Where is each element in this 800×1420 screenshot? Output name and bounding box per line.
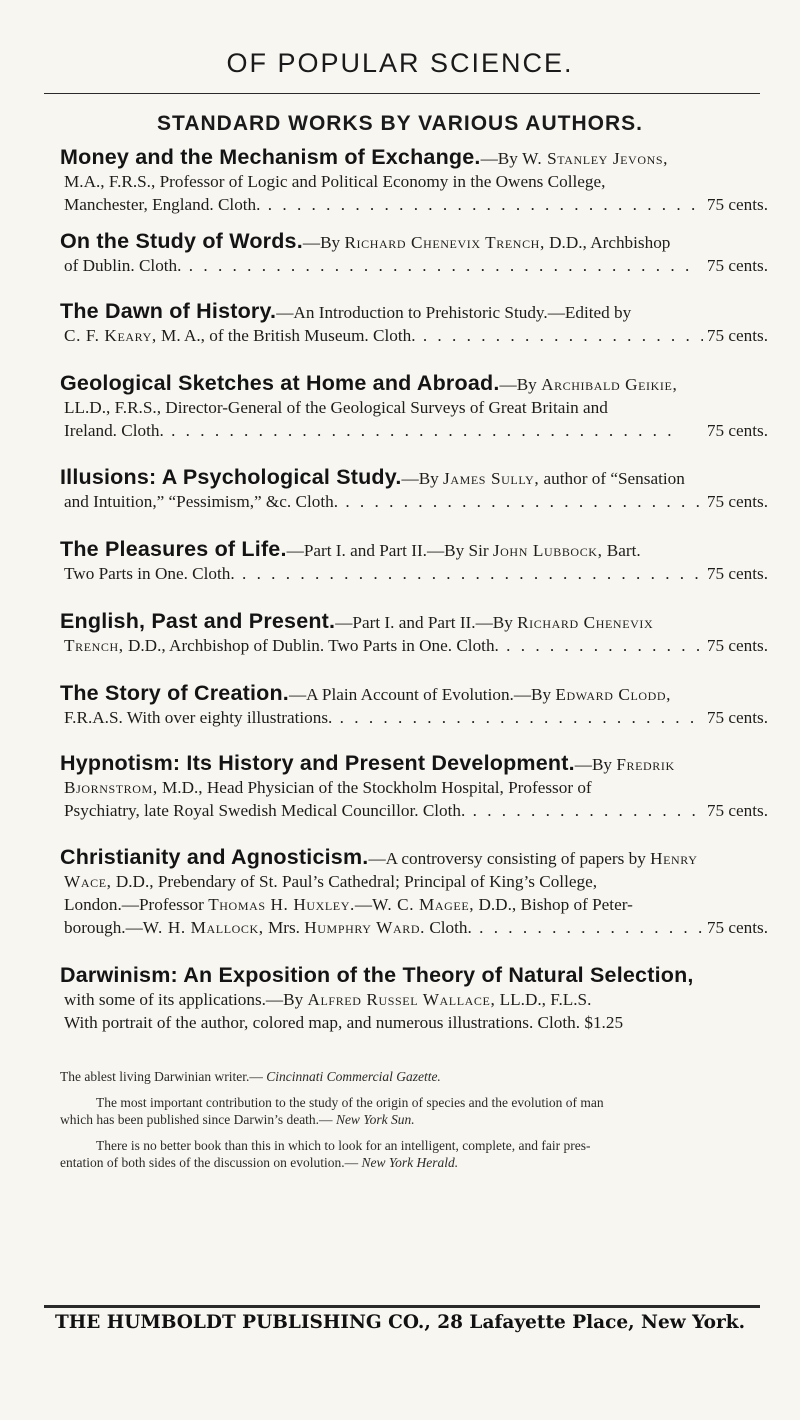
book-price: 75 cents. (706, 801, 768, 820)
book-title: Illusions: A Psychological Study. (60, 465, 402, 489)
book-entry: The Dawn of History.—An Introduction to Prehistoric Study.—Edited by C. F. Keary, M. A., of the British Museum. Cloth. . . . 75 cents. (60, 300, 768, 347)
book-author: John Lubbock, (492, 541, 603, 560)
book-price: 75 cents. (706, 195, 768, 214)
book-price: 75 cents. (706, 708, 768, 727)
book-price: 75 cents. (706, 492, 768, 511)
review-source: New York Herald. (361, 1155, 459, 1170)
book-price: 75 cents. (706, 421, 768, 440)
book-title: English, Past and Present. (60, 609, 336, 633)
book-title: Hypnotism: Its History and Present Development. (60, 751, 575, 775)
book-author: Alfred Russel Wallace, (307, 990, 496, 1009)
book-title: The Pleasures of Life. (60, 537, 287, 561)
book-author: Humphry Ward. (304, 918, 426, 937)
review-quotes (60, 1068, 768, 1180)
book-entry: Money and the Mechanism of Exchange.—By W. Stanley Jevons, M.A., F.R.S., Professor of Logic and Political Economy in the Owens College, Manchester, England. Cloth. . . . 75 cents. (60, 146, 768, 216)
book-price: $1.25 (584, 1013, 624, 1032)
book-title: Christianity and Agnosticism. (60, 845, 369, 869)
book-entry: On the Study of Words.—By Richard Chenevix Trench, D.D., Archbishop of Dublin. Cloth. . . . 75 cents. (60, 230, 768, 277)
book-entry: Illusions: A Psychological Study.—By James Sully, author of “Sensation and Intuition,” “Pessimism,” &c. Cloth. . . . 75 cents. (60, 466, 768, 513)
book-title: The Story of Creation. (60, 681, 289, 705)
book-entry: Darwinism: An Exposition of the Theory of Natural Selection, with some of its applications.—By Alfred Russel Wallace, LL.D., F.L.S. With portrait of the author, colored map, and numerous illustrations. Cloth. $1.25 (60, 963, 694, 1032)
book-entry: The Story of Creation.—A Plain Account of Evolution.—By Edward Clodd, F.R.A.S. With over eighty illustrations. . . . 75 cents. (60, 682, 768, 729)
book-price: 75 cents. (706, 918, 768, 937)
review-source: New York Sun. (335, 1112, 415, 1127)
book-author: W. Stanley Jevons, (522, 149, 669, 168)
book-author: C. F. Keary, (64, 326, 157, 345)
review-source: Cincinnati Commercial Gazette. (266, 1069, 441, 1084)
book-author: James Sully, (443, 469, 540, 488)
running-head: OF POPULAR SCIENCE. (226, 48, 574, 78)
book-author: Richard Chenevix (517, 613, 654, 632)
book-entry: English, Past and Present.—Part I. and Part II.—By Richard Chenevix Trench, D.D., Archbishop of Dublin. Two Parts in One. Cloth. . . . 75 cents. (60, 610, 768, 657)
book-author: Edward Clodd, (555, 685, 672, 704)
book-title: On the Study of Words. (60, 229, 303, 253)
book-price: 75 cents. (706, 256, 768, 275)
book-author: Richard Chenevix Trench, (344, 233, 545, 252)
book-author: Trench, (64, 636, 124, 655)
book-author: Bjornstrom, (64, 778, 158, 797)
book-title: The Dawn of History. (60, 299, 277, 323)
book-author: Thomas H. Huxley. (208, 895, 355, 914)
book-author: Wace, (64, 872, 112, 891)
book-title: Money and the Mechanism of Exchange. (60, 145, 481, 169)
book-author: Henry (650, 849, 698, 868)
book-title: Geological Sketches at Home and Abroad. (60, 371, 500, 395)
book-author: Fredrik (616, 755, 675, 774)
review-quote: The ablest living Darwinian writer.— Cincinnati Commercial Gazette. (60, 1069, 441, 1084)
book-entry: The Pleasures of Life.—Part I. and Part II.—By Sir John Lubbock, Bart. Two Parts in One. Cloth. . . . 75 cents. (60, 538, 768, 585)
book-price: 75 cents. (706, 636, 768, 655)
book-author: W. C. Magee, (372, 895, 475, 914)
book-price: 75 cents. (706, 326, 768, 345)
section-title: STANDARD WORKS BY VARIOUS AUTHORS. (157, 112, 643, 135)
book-author: Archibald Geikie, (541, 375, 678, 394)
review-quote: The most important contribution to the study of the origin of species and the evolution of man which has been published since Darwin’s death.— New York Sun. (60, 1095, 604, 1127)
review-quote: There is no better book than this in which to look for an intelligent, complete, and fair pres- entation of both sides of the discussion on evolution.— New York Herald. (60, 1138, 591, 1170)
book-entry: Hypnotism: Its History and Present Development.—By Fredrik Bjornstrom, M.D., Head Physician of the Stockholm Hospital, Professor of Psychiatry, late Royal Swedish Medical Councillor. Cloth. . . . 75 cents. (60, 752, 768, 822)
book-title: Darwinism: An Exposition of the Theory of Natural Selection, (60, 963, 694, 987)
bottom-rule (44, 1305, 760, 1308)
book-price: 75 cents. (706, 564, 768, 583)
book-author: W. H. Mallock, (142, 918, 264, 937)
book-entry: Christianity and Agnosticism.—A controversy consisting of papers by Henry Wace, D.D., Prebendary of St. Paul’s Cathedral; Principal of King’s College, London.—Professor Thomas H. Huxley.—W. C. Magee, D.D., Bishop of Peter- borough.—W. H. Mallock, Mrs. Humphry Ward. Cloth. . . . 75 cents. (60, 846, 768, 939)
book-entry: Geological Sketches at Home and Abroad.—By Archibald Geikie, LL.D., F.R.S., Director-General of the Geological Surveys of Great Britain and Ireland. Cloth. . . . 75 cents. (60, 372, 768, 442)
top-rule (44, 93, 760, 94)
publisher-imprint: THE HUMBOLDT PUBLISHING CO., 28 Lafayette Place, New York. (54, 1312, 746, 1333)
